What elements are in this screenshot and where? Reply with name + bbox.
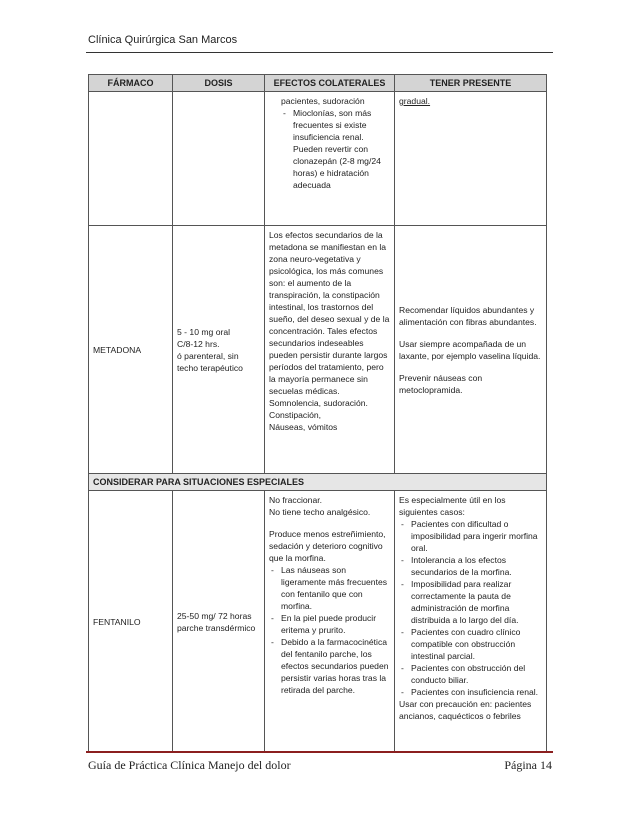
- list-item: - Las náuseas son ligeramente más frecuentes con fentanilo que con morfina.: [281, 564, 390, 612]
- cell-dosis: [173, 491, 265, 753]
- cell-farmaco: [89, 92, 173, 226]
- efectos-line: Náuseas, vómitos: [269, 422, 338, 432]
- cell-farmaco: METADONA: [89, 226, 173, 474]
- header-divider: [86, 52, 553, 53]
- efectos-text: pacientes, sudoración: [281, 96, 365, 106]
- footer-divider: [86, 751, 553, 753]
- table-row-fentanilo: [89, 491, 547, 753]
- section-row: [89, 474, 547, 491]
- cell-efectos: [265, 226, 395, 474]
- list-item: - En la piel puede producir eritema y prurito.: [281, 612, 390, 636]
- list-item: - Intolerancia a los efectos secundarios de la morfina.: [411, 554, 542, 578]
- efectos-list: [281, 107, 390, 191]
- dosis-line: 25-50 mg/ 72 horas: [177, 610, 252, 621]
- cell-efectos: [265, 491, 395, 753]
- efectos-line: No fraccionar.: [269, 495, 323, 505]
- dosis-line: C/8-12 hrs.: [177, 338, 220, 349]
- list-item: - Mioclonías, son más frecuentes si existe insuficiencia renal. Pueden revertir con clonazepán (2-8 mg/24 horas) e hidratación adecuada: [293, 107, 390, 191]
- list-item: - Pacientes con cuadro clínico compatible con obstrucción intestinal parcial.: [411, 626, 542, 662]
- list-item: - Debido a la farmacocinética del fentanilo parche, los efectos secundarios pueden persistir varias horas tras la retirada del parche.: [281, 636, 390, 696]
- efectos-text: Produce menos estreñimiento, sedación y deterioro cognitivo que la morfina.: [269, 529, 386, 563]
- efectos-line: No tiene techo analgésico.: [269, 507, 371, 517]
- section-title: CONSIDERAR PARA SITUACIONES ESPECIALES: [89, 474, 547, 491]
- column-header-efectos: EFECTOS COLATERALES: [265, 75, 395, 92]
- tener-presente-list: [399, 518, 542, 698]
- dosis-line: parche transdérmico: [177, 622, 256, 633]
- cell-efectos: [265, 92, 395, 226]
- efectos-line: Somnolencia, sudoración.: [269, 398, 368, 408]
- tener-presente-text: Prevenir náuseas con metoclopramida.: [399, 372, 483, 395]
- efectos-list: [269, 564, 390, 696]
- cell-farmaco: FENTANILO: [89, 491, 173, 753]
- list-item: - Pacientes con dificultad o imposibilidad para ingerir morfina oral.: [411, 518, 542, 554]
- cell-tener-presente: [395, 226, 547, 474]
- cell-dosis: [173, 92, 265, 226]
- cell-tener-presente: [395, 92, 547, 226]
- dosis-line: ó parenteral, sin techo terapéutico: [177, 350, 243, 373]
- efectos-text: Los efectos secundarios de la metadona se manifiestan en la zona neuro-vegetativa y psicológica, los más comunes son: el aumento de la transpiración, la constipación intestinal, los trastornos del sueño, del deseo sexual y de la concentración. Tales efectos secundarios indeseables pueden persistir durante largos períodos del tratamiento, pero la mayoría permanece sin secuelas médicas.: [269, 230, 390, 396]
- dosis-line: 5 - 10 mg oral: [177, 326, 231, 337]
- tener-presente-text: Recomendar líquidos abundantes y alimentación con fibras abundantes.: [399, 304, 537, 327]
- column-header-dosis: DOSIS: [173, 75, 265, 92]
- tener-presente-text: Usar con precaución en: pacientes ancianos, caquécticos o febriles: [399, 699, 532, 721]
- page-header: Clínica Quirúrgica San Marcos: [88, 34, 238, 46]
- table-header-row: [89, 75, 547, 92]
- table-row-continuation: [89, 92, 547, 226]
- cell-dosis: [173, 226, 265, 474]
- column-header-tener-presente: TENER PRESENTE: [395, 75, 547, 92]
- list-item: - Pacientes con obstrucción del conducto biliar.: [411, 662, 542, 686]
- tener-presente-text: Usar siempre acompañada de un laxante, por ejemplo vaselina líquida.: [399, 338, 541, 361]
- column-header-farmaco: FÁRMACO: [89, 75, 173, 92]
- table-row-metadona: [89, 226, 547, 474]
- cell-tener-presente: [395, 491, 547, 753]
- footer-document-title: Guía de Práctica Clínica Manejo del dolor: [88, 758, 291, 772]
- list-item: - Pacientes con insuficiencia renal.: [411, 686, 542, 698]
- tener-presente-text: gradual.: [399, 96, 431, 106]
- tener-presente-text: Es especialmente útil en los siguientes casos:: [399, 495, 506, 517]
- efectos-line: Constipación,: [269, 410, 322, 420]
- footer-page-number: Página 14: [504, 758, 552, 772]
- drug-table: [88, 74, 547, 753]
- list-item: - Imposibilidad para realizar correctamente la pauta de administración de morfina distribuida a lo largo del día.: [411, 578, 542, 626]
